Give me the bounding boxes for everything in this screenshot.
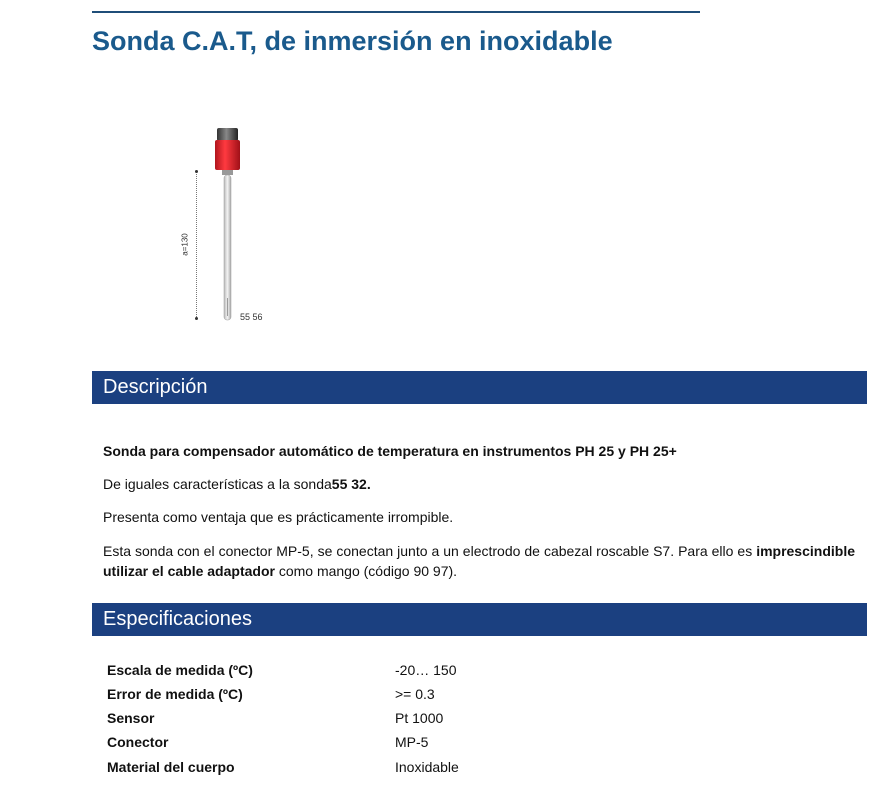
- description-text: De iguales características a la sonda: [103, 476, 332, 492]
- description-paragraph-3: Presenta como ventaja que es prácticamente irrompible.: [103, 509, 454, 525]
- spec-value: >= 0.3: [395, 686, 435, 702]
- description-paragraph-4: [103, 541, 855, 581]
- spec-label: Error de medida (ºC): [107, 686, 243, 702]
- probe-neck: [222, 170, 233, 175]
- spec-value: MP-5: [395, 734, 429, 750]
- top-rule: [92, 11, 700, 13]
- description-text: como mango (código 90 97).: [274, 563, 458, 579]
- description-paragraph-2: [103, 474, 855, 494]
- spec-label: Conector: [107, 734, 169, 750]
- spec-value: Pt 1000: [395, 710, 444, 726]
- spec-row: [107, 662, 607, 682]
- part-number-label: 55 56: [240, 312, 263, 322]
- spec-row: [107, 686, 607, 706]
- probe-handle: [215, 140, 240, 170]
- description-bold-intro: Sonda para compensador automático de temperatura en instrumentos PH 25 y PH 25+: [103, 443, 677, 459]
- description-text: Esta sonda con el conector MP-5, se conectan junto a un electrodo de cabezal roscable S7. Para ello es: [103, 543, 757, 559]
- spec-row: [107, 710, 607, 730]
- description-bold: 55 32.: [331, 476, 371, 492]
- dimension-label: a=130: [180, 233, 190, 256]
- description-paragraph-1: [103, 441, 855, 461]
- section-header-especificaciones: Especificaciones: [92, 603, 867, 636]
- spec-value: -20… 150: [395, 662, 457, 678]
- section-header-descripcion: Descripción: [92, 371, 867, 404]
- spec-row: [107, 734, 607, 754]
- probe-figure: [180, 120, 290, 330]
- spec-label: Escala de medida (ºC): [107, 662, 253, 678]
- description-bold: imprescindible utilizar el cable adaptador: [103, 543, 855, 579]
- spec-value: Inoxidable: [395, 759, 459, 775]
- probe-cap: [217, 128, 238, 141]
- spec-label: Material del cuerpo: [107, 759, 235, 775]
- probe-illustration: [180, 120, 290, 330]
- spec-row: [107, 759, 607, 779]
- page-title: Sonda C.A.T, de inmersión en inoxidable: [92, 26, 613, 56]
- spec-label: Sensor: [107, 710, 155, 726]
